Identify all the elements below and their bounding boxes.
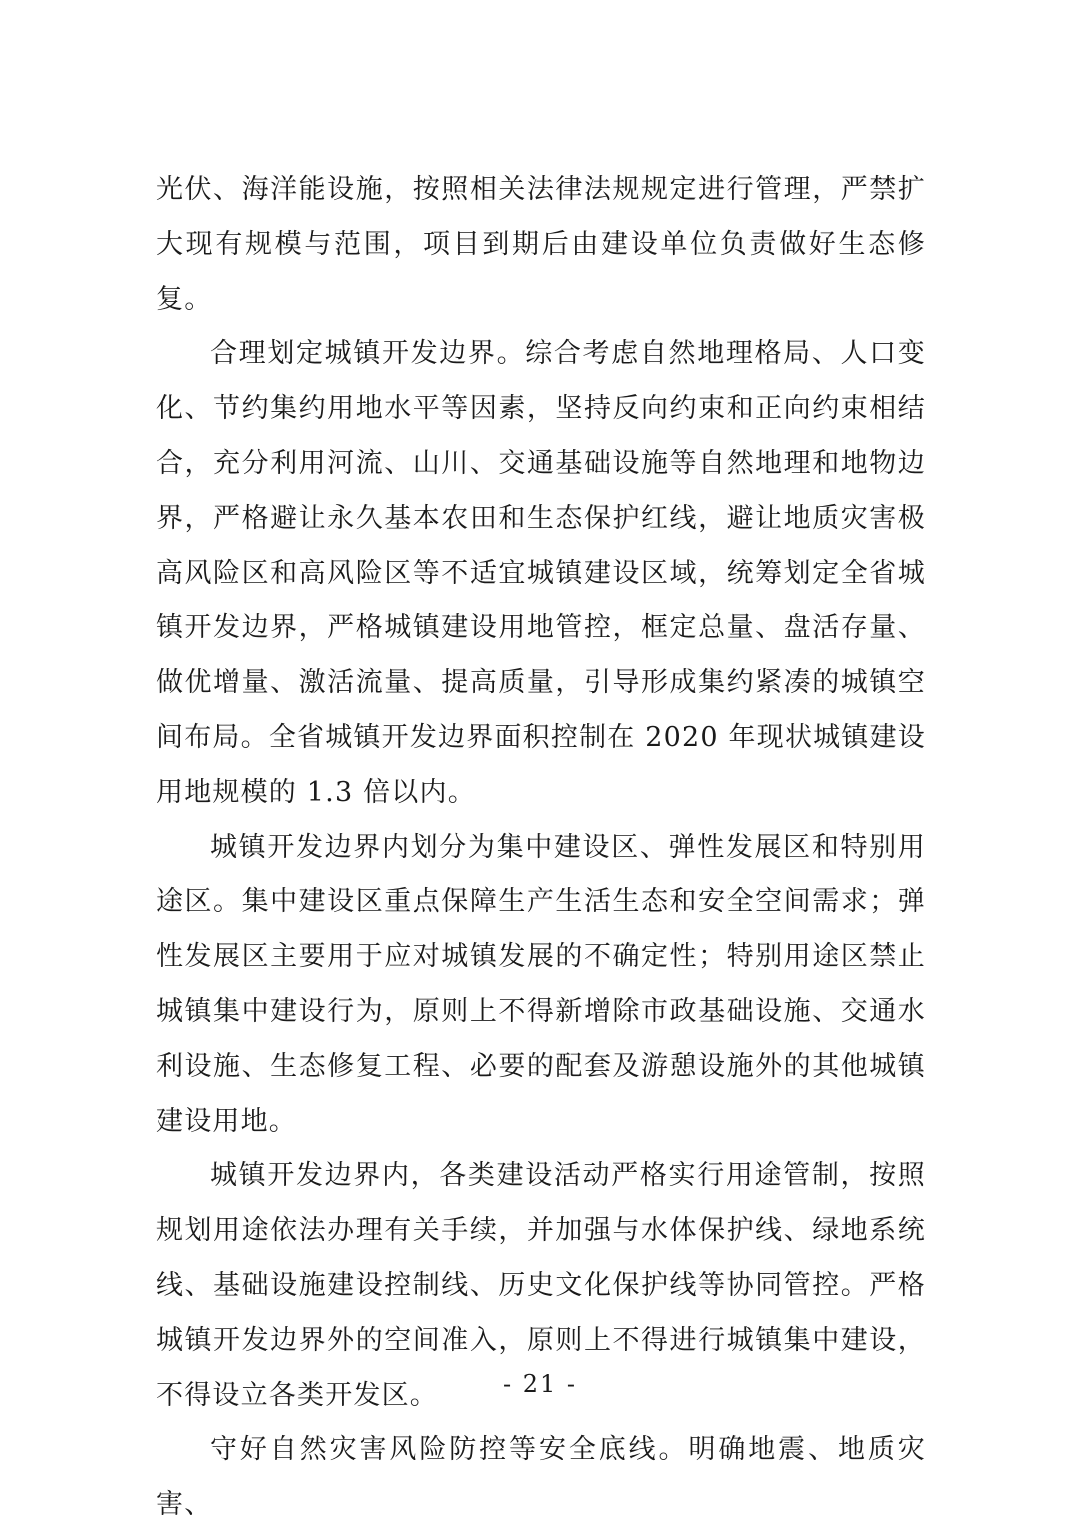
page-number: - 21 -: [502, 1370, 577, 1398]
paragraph-4: 城镇开发边界内，各类建设活动严格实行用途管制，按照规划用途依法办理有关手续，并加强与水体保护线、绿地系统线、基础设施建设控制线、历史文化保护线等协同管控。严格城镇开发边界外的空间准入，原则上不得进行城镇集中建设，不得设立各类开发区。: [156, 1160, 926, 1411]
paragraph-2: 合理划定城镇开发边界。综合考虑自然地理格局、人口变化、节约集约用地水平等因素，坚持反向约束和正向约束相结合，充分利用河流、山川、交通基础设施等自然地理和地物边界，严格避让永久基本农田和生态保护红线，避让地质灾害极高风险区和高风险区等不适宜城镇建设区域，统筹划定全省城镇开发边界，严格城镇建设用地管控，框定总量、盘活存量、做优增量、激活流量、提高质量，引导形成集约紧凑的城镇空间布局。全省城镇开发边界面积控制在 2020 年现状城镇建设用地规模的 1.3 倍以内。: [156, 338, 926, 808]
body-text: [156, 163, 926, 1533]
paragraph-3: 城镇开发边界内划分为集中建设区、弹性发展区和特别用途区。集中建设区重点保障生产生活生态和安全空间需求；弹性发展区主要用于应对城镇发展的不确定性；特别用途区禁止城镇集中建设行为，原则上不得新增除市政基础设施、交通水利设施、生态修复工程、必要的配套及游憩设施外的其他城镇建设用地。: [156, 831, 926, 1137]
paragraph-5: 守好自然灾害风险防控等安全底线。明确地震、地质灾害、: [156, 1434, 926, 1521]
paragraph-1: 光伏、海洋能设施，按照相关法律法规规定进行管理，严禁扩大现有规模与范围，项目到期后由建设单位负责做好生态修复。: [156, 174, 926, 315]
